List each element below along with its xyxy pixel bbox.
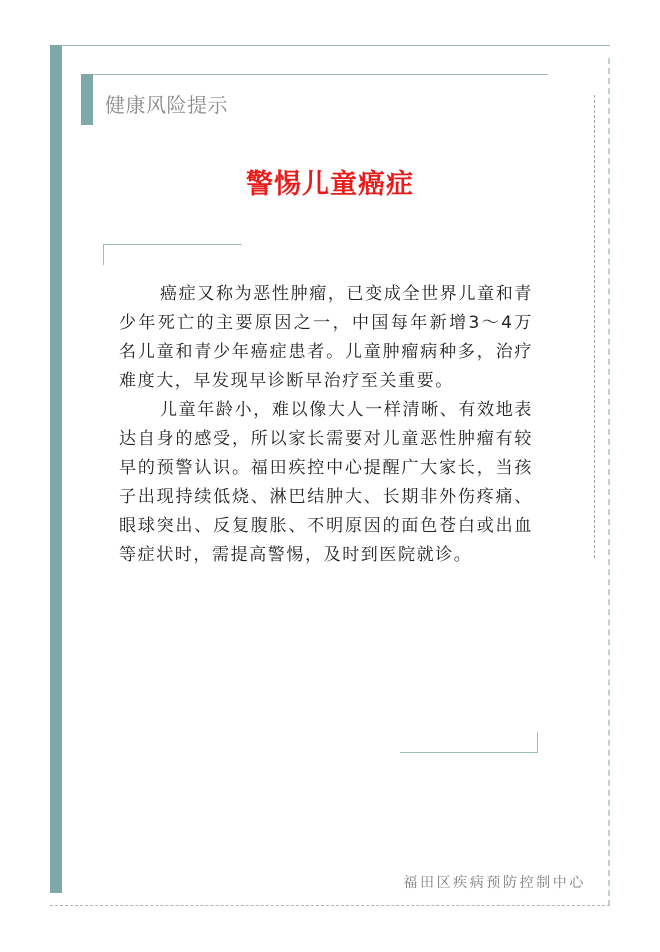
article-title: 警惕儿童癌症 — [246, 169, 414, 200]
header-top-line — [93, 74, 548, 75]
article-body — [119, 280, 533, 570]
header-accent-bar — [81, 74, 93, 125]
corner-bracket-top-left-vertical — [103, 244, 104, 265]
paragraph-2: 儿童年龄小，难以像大人一样清晰、有效地表达自身的感受，所以家长需要对儿童恶性肿瘤有较早的预警认识。福田疾控中心提醒广大家长，当孩子出现持续低烧、淋巴结肿大、长期非外伤疼痛、眼球突出、反复腹胀、不明原因的面色苍白或出血等症状时，需提高警惕，及时到医院就诊。 — [119, 400, 533, 565]
paragraph-1: 癌症又称为恶性肿瘤，已变成全世界儿童和青少年死亡的主要原因之一，中国每年新增3～4万名儿童和青少年癌症患者。儿童肿瘤病种多，治疗难度大，早发现早诊断早治疗至关重要。 — [119, 284, 533, 391]
section-label: 健康风险提示 — [105, 93, 228, 117]
corner-bracket-top-left — [103, 244, 242, 245]
bottom-dashed-border — [50, 905, 610, 906]
corner-bracket-bottom-right-vertical — [537, 732, 538, 753]
top-border-line — [62, 45, 610, 46]
footer-organization: 福田区疾病预防控制中心 — [403, 875, 586, 891]
corner-bracket-bottom-right — [400, 752, 538, 753]
